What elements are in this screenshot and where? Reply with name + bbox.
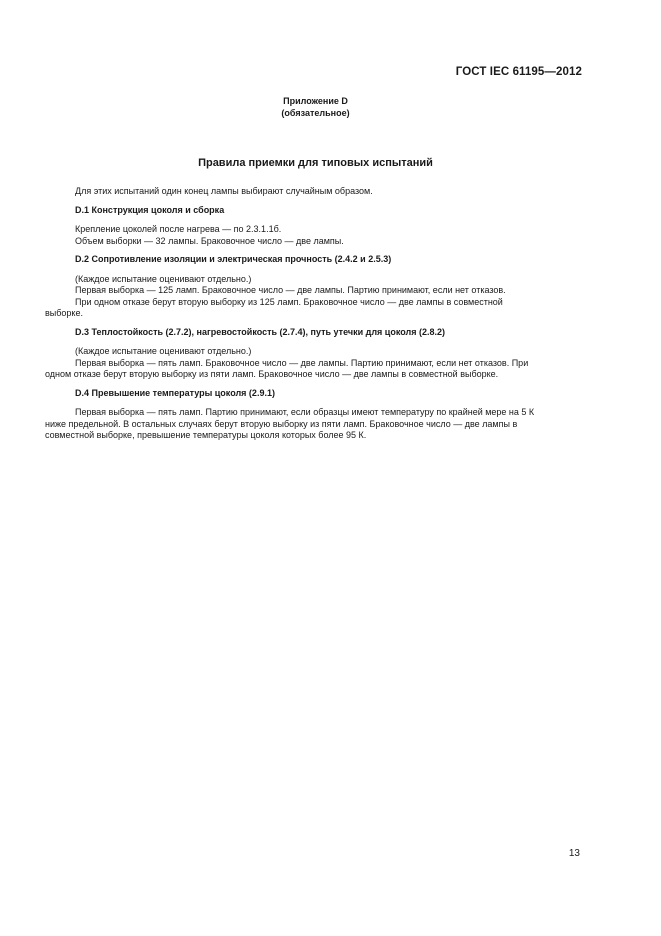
d2-line-2: Первая выборка — 125 ламп. Браковочное число — две лампы. Партию принимают, если нет отказов.	[75, 285, 506, 295]
d4-line-1b: ниже предельной. В остальных случаях берут вторую выборку из пяти ламп. Браковочное число — две лампы в	[45, 418, 518, 429]
d1-heading: D.1 Конструкция цоколя и сборка	[75, 204, 225, 215]
d2-line-3a: При одном отказе берут вторую выборку из 125 ламп. Браковочное число — две лампы в совместной	[75, 296, 503, 307]
intro-paragraph: Для этих испытаний один конец лампы выбирают случайным образом.	[75, 186, 373, 196]
section-title: Правила приемки для типовых испытаний	[198, 157, 433, 169]
standard-number: ГОСТ IEC 61195—2012	[455, 66, 582, 78]
d2-line-3b: выборке.	[45, 308, 83, 318]
d3-heading: D.3 Теплостойкость (2.7.2), нагревостойкость (2.7.4), путь утечки для цоколя (2.8.2)	[75, 326, 445, 337]
d3-line-2b: одном отказе берут вторую выборку из пяти ламп. Браковочное число — две лампы в совместной выборке.	[45, 369, 499, 379]
d4-heading: D.4 Превышение температуры цоколя (2.9.1)	[75, 387, 275, 398]
d1-line-1: Крепление цоколей после нагрева — по 2.3.1.1б.	[75, 224, 282, 234]
d2-line-1: (Каждое испытание оценивают отдельно.)	[75, 273, 252, 284]
page-number: 13	[568, 848, 580, 859]
d2-heading: D.2 Сопротивление изоляции и электрическая прочность (2.4.2 и 2.5.3)	[75, 254, 392, 264]
d1-line-2: Объем выборки — 32 лампы. Браковочное число — две лампы.	[75, 235, 344, 246]
d3-line-1: (Каждое испытание оценивают отдельно.)	[75, 346, 252, 356]
document-body	[45, 186, 584, 442]
d4-line-1c: совместной выборке, превышение температуры цоколя которых более 95 К.	[45, 430, 367, 440]
d3-line-2a: Первая выборка — пять ламп. Браковочное число — две лампы. Партию принимают, если нет отказов. При	[75, 357, 529, 368]
annex-title: Приложение D	[283, 96, 348, 106]
annex-status: (обязательное)	[281, 108, 350, 118]
d4-line-1a: Первая выборка — пять ламп. Партию принимают, если образцы имеют температуру по крайней мере на 5 К	[75, 407, 535, 417]
